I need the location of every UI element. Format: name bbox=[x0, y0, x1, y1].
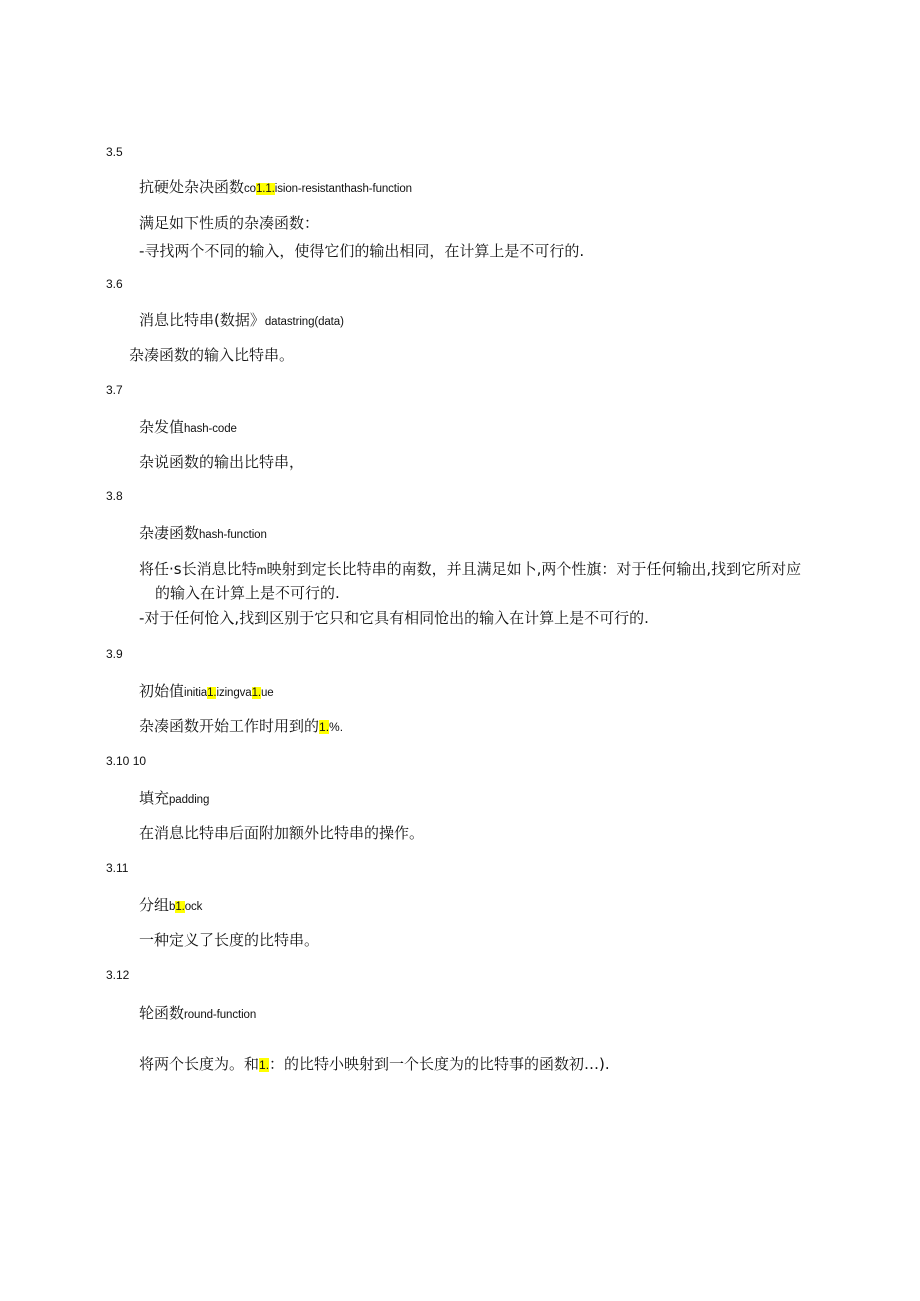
term-chinese: 抗硬处杂决函数 bbox=[139, 178, 245, 196]
term-heading bbox=[139, 418, 237, 437]
clause-number: 3.10 10 bbox=[106, 754, 147, 768]
definition-text: 的输入在计算上是不可行的. bbox=[155, 584, 340, 602]
highlighted-text: 1. bbox=[207, 687, 217, 699]
term-english: datastring(data) bbox=[264, 316, 344, 328]
definition-text: 满足如下性质的杂凑函数： bbox=[139, 214, 320, 232]
highlighted-text: 1.1. bbox=[255, 183, 275, 195]
term-english-part: b bbox=[169, 901, 176, 913]
term-heading bbox=[139, 789, 209, 808]
definition-text: -对于任何怆入,找到区别于它只和它具有相同怆出的输入在计算上是不可行的. bbox=[139, 609, 649, 627]
definition-part: 将两个长度为。和 bbox=[139, 1055, 260, 1073]
term-chinese: 杂凄函数 bbox=[139, 524, 200, 542]
term-chinese: 轮函数 bbox=[139, 1004, 185, 1022]
clause-number: 3.7 bbox=[106, 383, 123, 397]
definition-text bbox=[139, 1055, 610, 1073]
definition-part: %. bbox=[329, 720, 344, 734]
term-chinese: 分组 bbox=[139, 896, 170, 914]
term-english-part: ock bbox=[184, 901, 203, 913]
definition-part: 杂凑函数开始工作时用到的 bbox=[139, 717, 320, 735]
clause-number: 3.5 bbox=[106, 145, 123, 159]
term-heading bbox=[139, 178, 412, 197]
term-chinese: 杂发值 bbox=[139, 418, 185, 436]
definition-text: -寻找两个不同的输入，使得它们的输出相同，在计算上是不可行的. bbox=[139, 242, 585, 260]
definition-part: 将任·s长消息比特 bbox=[139, 560, 257, 578]
term-chinese: 初始值 bbox=[139, 682, 185, 700]
definition-text: 一种定义了长度的比特串。 bbox=[139, 931, 320, 949]
term-english: round-function bbox=[184, 1009, 257, 1021]
definition-text: 杂说函数的输出比特串， bbox=[139, 453, 305, 471]
definition-text: 在消息比特串后面附加额外比特串的操作。 bbox=[139, 824, 425, 842]
term-heading bbox=[139, 682, 274, 701]
term-heading bbox=[139, 311, 344, 330]
clause-number: 3.8 bbox=[106, 489, 123, 503]
definition-text: 杂凑函数的输入比特串。 bbox=[129, 346, 295, 364]
term-english-part: initia bbox=[184, 687, 208, 699]
term-english: hash-function bbox=[199, 529, 267, 541]
term-english: hash-code bbox=[184, 423, 237, 435]
clause-number: 3.11 bbox=[106, 861, 129, 875]
term-english-part: co bbox=[244, 183, 256, 195]
term-heading bbox=[139, 896, 202, 915]
term-english-part: ision-resistanthash-function bbox=[274, 183, 412, 195]
highlighted-text: 1. bbox=[251, 687, 261, 699]
definition-part: ：的比特小映射到一个长度为的比特事的函数初…). bbox=[269, 1055, 610, 1073]
highlighted-text: 1. bbox=[259, 1058, 270, 1072]
definition-part: m bbox=[256, 563, 267, 577]
term-heading bbox=[139, 524, 267, 543]
term-english-part: izingva bbox=[216, 687, 252, 699]
clause-number: 3.12 bbox=[106, 968, 130, 982]
clause-number: 3.6 bbox=[106, 277, 123, 291]
term-chinese: 消息比特串(数据》 bbox=[139, 311, 265, 329]
term-heading bbox=[139, 1004, 256, 1023]
definition-text bbox=[139, 560, 801, 578]
term-chinese: 填充 bbox=[139, 789, 170, 807]
definition-part: 映射到定长比特串的南数，并且满足如卜,两个性旗：对于任何输出,找到它所对应 bbox=[266, 560, 802, 578]
definition-text bbox=[139, 717, 343, 735]
highlighted-text: 1. bbox=[319, 720, 330, 734]
highlighted-text: 1. bbox=[175, 901, 185, 913]
term-english-part: ue bbox=[261, 687, 274, 699]
term-english: padding bbox=[169, 794, 210, 806]
clause-number: 3.9 bbox=[106, 647, 123, 661]
